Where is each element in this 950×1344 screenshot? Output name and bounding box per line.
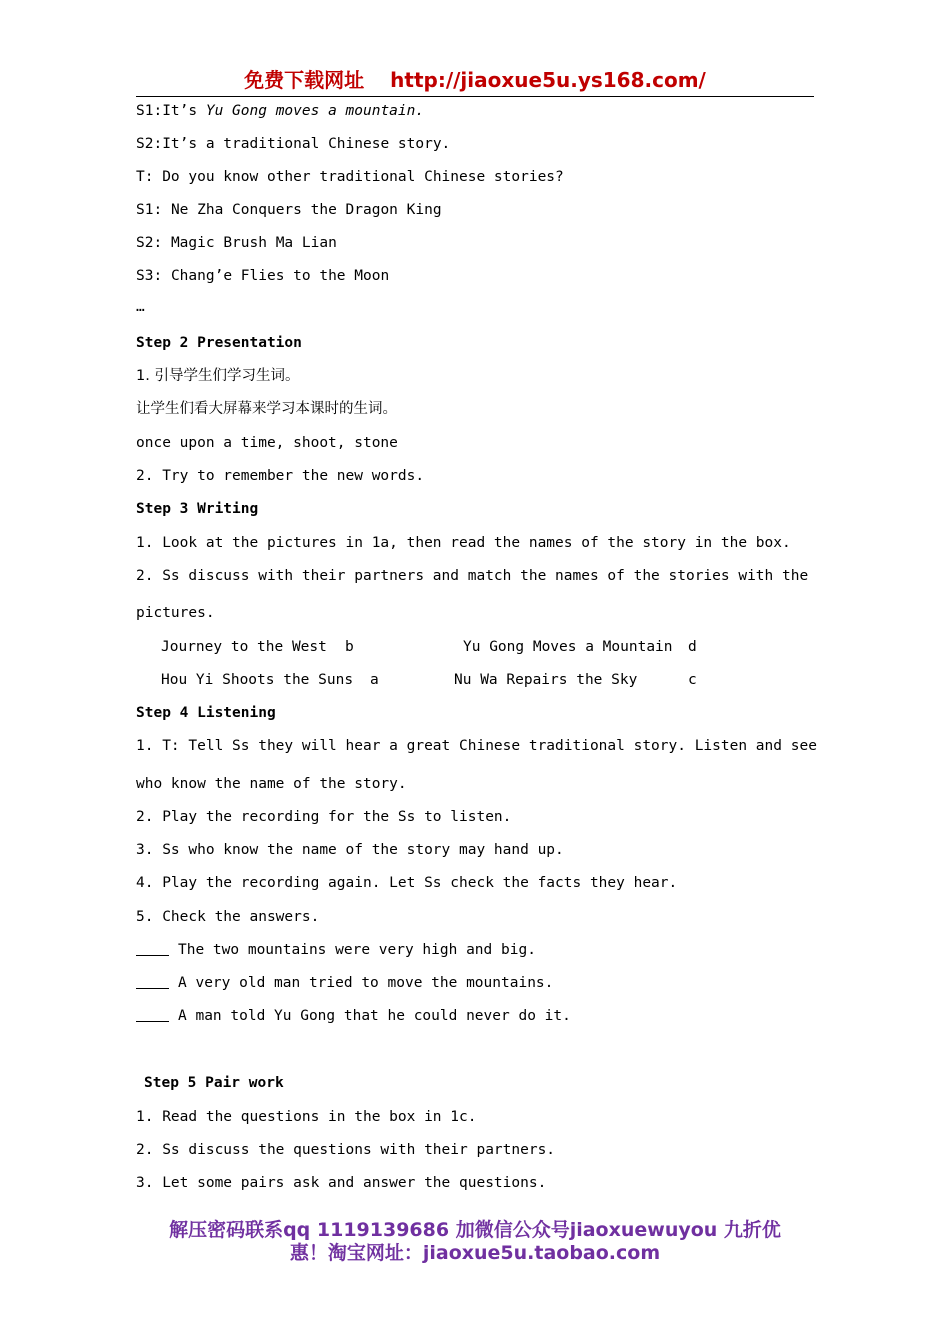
step4-heading: Step 4 Listening <box>136 705 276 721</box>
step2-item2: 2. Try to remember the new words. <box>136 468 425 484</box>
answer-blank[interactable] <box>136 974 169 989</box>
fact-line-3: A man told Yu Gong that he could never do it. <box>136 1006 571 1026</box>
header-title: 免费下载网址 <box>244 68 365 92</box>
step3-item2a: 2. Ss discuss with their partners and match the names of the stories with the <box>136 568 809 584</box>
step3-heading: Step 3 Writing <box>136 501 259 517</box>
step4-item4: 4. Play the recording again. Let Ss check the facts they hear. <box>136 875 678 891</box>
dialog-line-4: S1: Ne Zha Conquers the Dragon King <box>136 202 442 218</box>
dialog-line-6: S3: Chang’e Flies to the Moon <box>136 268 390 284</box>
match-letter: d <box>688 639 697 655</box>
step5-item2: 2. Ss discuss the questions with their partners. <box>136 1142 556 1158</box>
step3-item1: 1. Look at the pictures in 1a, then read the names of the story in the box. <box>136 535 791 551</box>
footer-line-2: 惠！淘宝网址：jiaoxue5u.taobao.com <box>289 1242 661 1264</box>
answer-blank[interactable] <box>136 941 169 956</box>
fact-line-1: The two mountains were very high and big. <box>136 940 536 960</box>
step4-item1b: who know the name of the story. <box>136 776 407 792</box>
step4-item2: 2. Play the recording for the Ss to listen. <box>136 809 512 825</box>
match-name: Hou Yi Shoots the Suns <box>161 672 354 688</box>
step5-item3: 3. Let some pairs ask and answer the questions. <box>136 1175 547 1191</box>
dialog-line-1: S1:It’s Yu Gong moves a mountain. <box>136 103 425 119</box>
step5-heading: Step 5 Pair work <box>144 1075 284 1091</box>
match-name: Nu Wa Repairs the Sky <box>454 672 638 688</box>
step2-item1b: 让学生们看大屏幕来学习本课时的生词。 <box>136 401 397 417</box>
page-header <box>136 64 814 97</box>
step2-heading: Step 2 Presentation <box>136 335 302 351</box>
fact-line-2: A very old man tried to move the mountains. <box>136 973 553 993</box>
step3-item2b: pictures. <box>136 605 215 621</box>
footer-line-1: 解压密码联系qq 1119139686 加微信公众号jiaoxuewuyou 九折优 <box>169 1219 781 1241</box>
dialog-line-5: S2: Magic Brush Ma Lian <box>136 235 337 251</box>
step2-item1: 1. 引导学生们学习生词。 <box>136 368 300 384</box>
match-name: Yu Gong Moves a Mountain <box>463 639 673 655</box>
match-letter: a <box>370 672 379 688</box>
step2-words: once upon a time, shoot, stone <box>136 435 398 451</box>
ellipsis: … <box>136 299 145 315</box>
dialog-line-2: S2:It’s a traditional Chinese story. <box>136 136 451 152</box>
step4-item5: 5. Check the answers. <box>136 909 320 925</box>
header-url[interactable]: http://jiaoxue5u.ys168.com/ <box>390 68 706 92</box>
answer-blank[interactable] <box>136 1007 169 1022</box>
match-letter: b <box>345 639 354 655</box>
step4-item3: 3. Ss who know the name of the story may hand up. <box>136 842 564 858</box>
match-name: Journey to the West <box>161 639 327 655</box>
dialog-line-3: T: Do you know other traditional Chinese stories? <box>136 169 564 185</box>
step4-item1a: 1. T: Tell Ss they will hear a great Chinese traditional story. Listen and see <box>136 738 817 754</box>
step5-item1: 1. Read the questions in the box in 1c. <box>136 1109 477 1125</box>
match-letter: c <box>688 672 697 688</box>
